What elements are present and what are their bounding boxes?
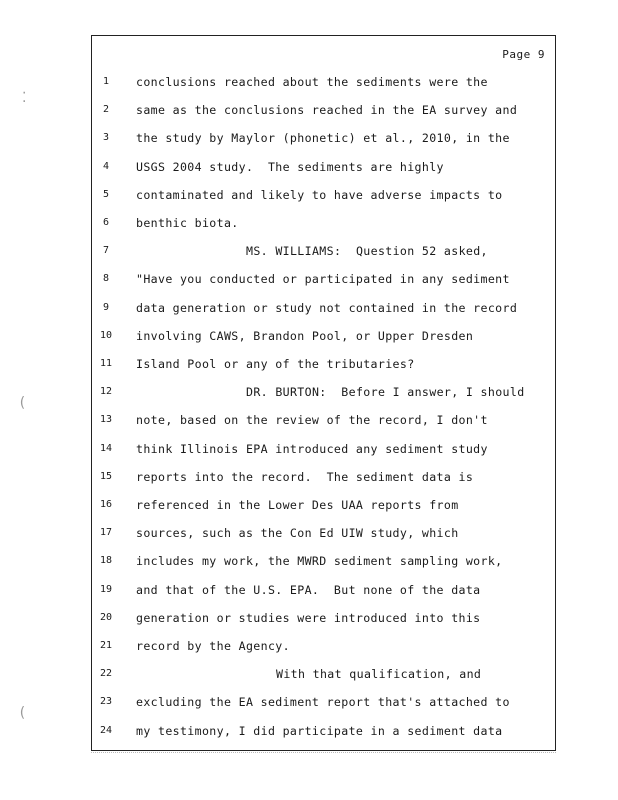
transcript-line: [92, 270, 555, 288]
transcript-line: [92, 158, 555, 176]
line-text: sources, such as the Con Ed UIW study, which: [136, 526, 459, 541]
transcript-line: [92, 581, 555, 599]
line-number: 3: [102, 132, 110, 144]
transcript-line: [92, 722, 555, 740]
transcript-line: [92, 468, 555, 486]
transcript-line: [92, 129, 555, 147]
line-text: Island Pool or any of the tributaries?: [136, 357, 415, 371]
line-text: referenced in the Lower Des UAA reports from: [136, 498, 459, 512]
line-text: data generation or study not contained in the record: [136, 300, 518, 315]
line-text: my testimony, I did participate in a sediment data: [136, 723, 503, 738]
scan-mark-icon: ⁚: [22, 90, 27, 106]
line-text: record by the Agency.: [136, 639, 290, 653]
line-text: benthic biota.: [136, 216, 239, 230]
line-number: 18: [99, 555, 113, 567]
scan-mark-icon: (: [18, 395, 27, 411]
line-text: generation or studies were introduced into this: [136, 610, 481, 625]
line-number: 1: [102, 76, 110, 87]
line-text: USGS 2004 study. The sediments are highly: [136, 159, 444, 174]
line-text: includes my work, the MWRD sediment sampling work,: [136, 554, 503, 569]
line-text: MS. WILLIAMS: Question 52 asked,: [246, 244, 488, 259]
line-number: 11: [99, 358, 113, 369]
transcript-line: [92, 299, 555, 317]
line-text: DR. BURTON: Before I answer, I should: [246, 385, 525, 400]
line-number: 12: [99, 386, 113, 398]
line-number: 21: [99, 640, 113, 651]
transcript-line: [92, 552, 555, 570]
line-number: 7: [102, 245, 110, 257]
line-text: With that qualification, and: [276, 667, 482, 682]
transcript-line: [92, 524, 555, 542]
line-text: involving CAWS, Brandon Pool, or Upper Dresden: [136, 328, 474, 343]
transcript-line: [92, 637, 555, 655]
transcript-line: [92, 186, 555, 204]
page-number-label: Page 9: [502, 48, 545, 61]
transcript-line: [92, 693, 555, 711]
line-number: 10: [99, 329, 113, 341]
transcript-line: [92, 496, 555, 514]
line-number: 23: [99, 696, 113, 708]
scan-artifact-line: [91, 752, 556, 757]
line-text: the study by Maylor (phonetic) et al., 2010, in the: [136, 131, 510, 146]
line-number: 20: [99, 611, 113, 623]
line-text: and that of the U.S. EPA. But none of the data: [136, 582, 481, 597]
line-text: "Have you conducted or participated in any sediment: [136, 272, 510, 287]
line-text: same as the conclusions reached in the EA survey and: [136, 103, 518, 118]
transcript-line: [92, 440, 555, 458]
transcript-line: [92, 609, 555, 627]
transcript-line: [92, 411, 555, 429]
line-number: 15: [99, 470, 113, 482]
scan-mark-icon: (: [18, 705, 27, 721]
line-number: 16: [99, 499, 113, 510]
line-number: 22: [99, 668, 113, 680]
line-text: conclusions reached about the sediments were the: [136, 75, 488, 89]
transcript-line: [92, 73, 555, 91]
line-number: 17: [99, 527, 113, 539]
line-text: excluding the EA sediment report that's attached to: [136, 695, 510, 710]
line-number: 8: [102, 273, 110, 285]
transcript-page: [91, 35, 556, 751]
transcript-line: [92, 214, 555, 232]
line-number: 4: [102, 160, 110, 172]
line-text: contaminated and likely to have adverse impacts to: [136, 187, 503, 202]
transcript-line: [92, 101, 555, 119]
line-number: 13: [99, 414, 113, 426]
line-number: 2: [102, 104, 110, 116]
transcript-line: [92, 327, 555, 345]
line-number: 19: [99, 583, 113, 595]
transcript-line: [92, 665, 555, 683]
line-number: 24: [99, 724, 113, 736]
line-text: reports into the record. The sediment data is: [136, 469, 474, 484]
line-number: 5: [102, 188, 110, 200]
line-text: note, based on the review of the record, I don't: [136, 413, 488, 428]
line-text: think Illinois EPA introduced any sediment study: [136, 441, 488, 456]
line-number: 9: [102, 301, 110, 313]
transcript-line: [92, 242, 555, 260]
line-number: 14: [99, 442, 113, 454]
transcript-line: [92, 383, 555, 401]
line-number: 6: [102, 217, 110, 228]
transcript-line: [92, 355, 555, 373]
